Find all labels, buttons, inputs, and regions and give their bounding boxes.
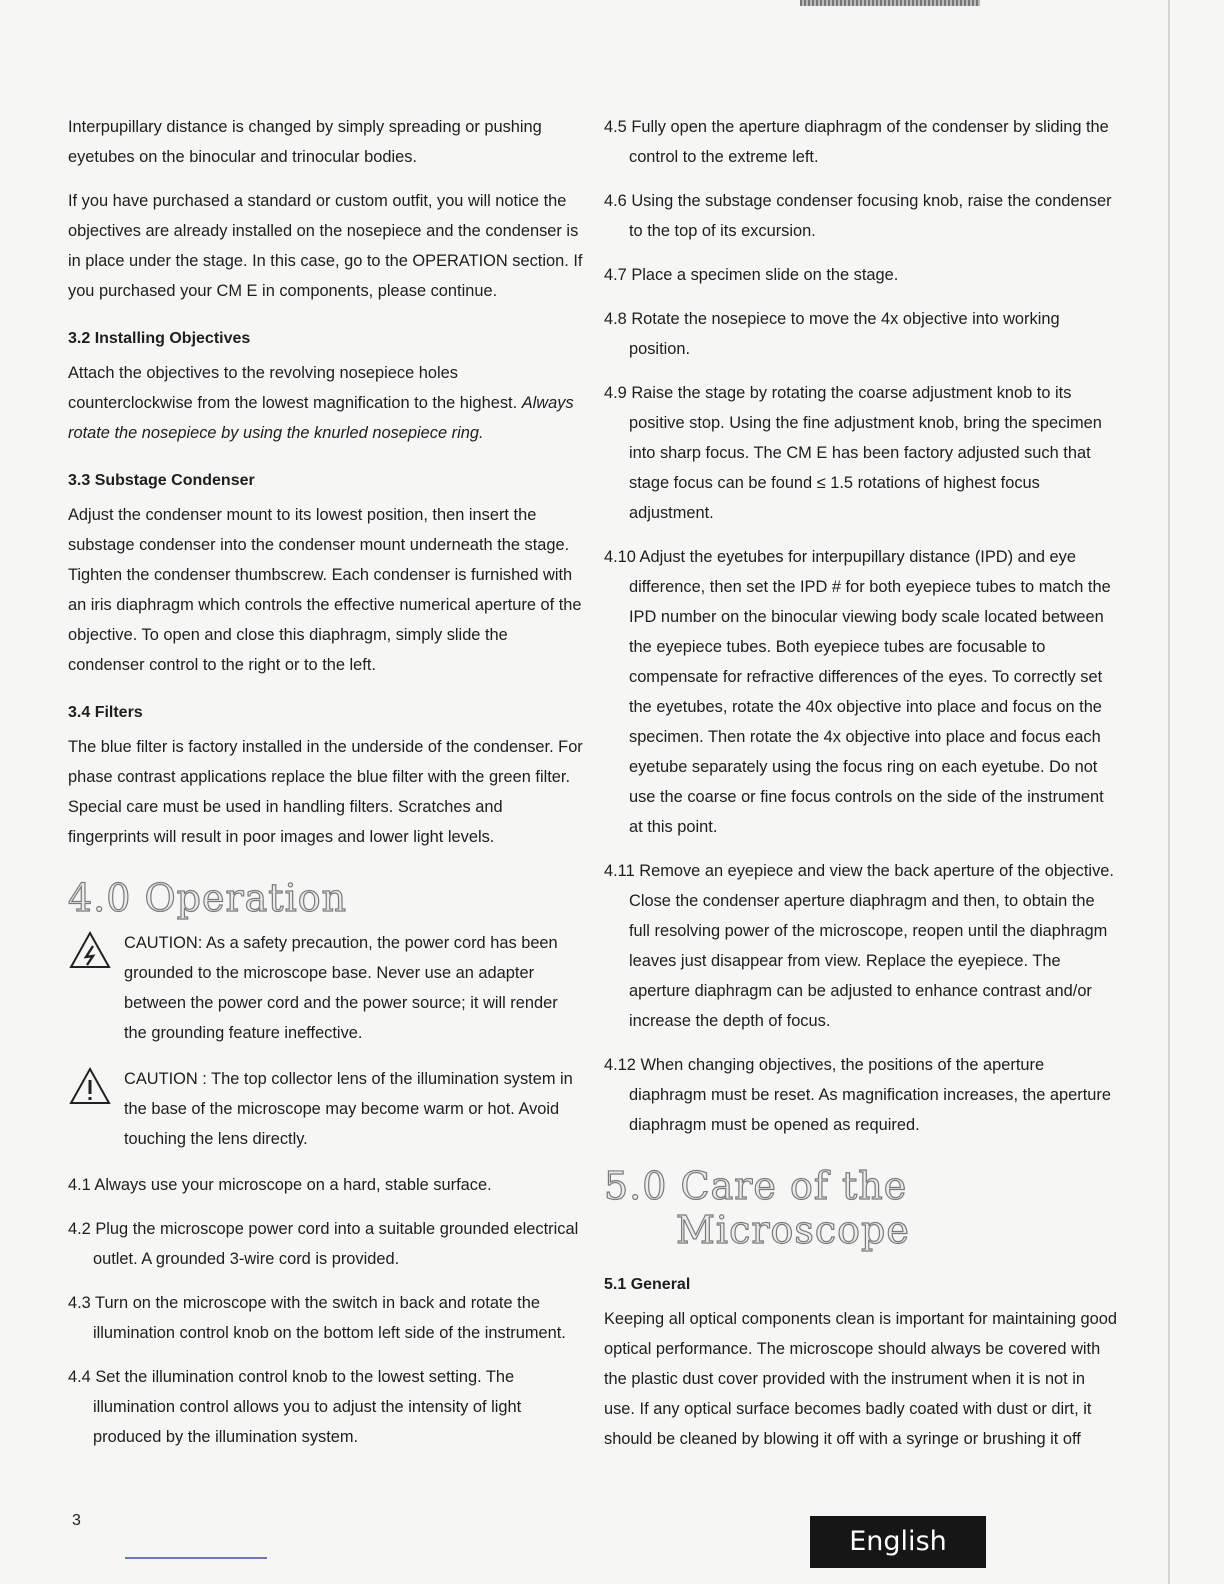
caution-power-cord <box>68 928 584 1048</box>
heading-installing-objectives: 3.2 Installing Objectives <box>68 330 251 347</box>
page-number: 3 <box>72 1512 81 1529</box>
section-title-care-line1: 5.0 Care of the <box>604 1164 908 1208</box>
right-column <box>604 112 1118 1468</box>
heading-general: 5.1 General <box>604 1276 691 1293</box>
step-4-3: 4.3 Turn on the microscope with the switch in back and rotate the illumination control knob on the bottom left side of the instrument. <box>68 1294 566 1342</box>
step-4-1: 4.1 Always use your microscope on a hard, stable surface. <box>68 1176 492 1194</box>
electrical-warning-icon <box>68 930 112 970</box>
step-4-6: 4.6 Using the substage condenser focusing knob, raise the condenser to the top of its excursion. <box>604 192 1112 240</box>
caution-power-cord-text: CAUTION: As a safety precaution, the power cord has been grounded to the microscope base. Never use an adapter between the power cord and the power source; it will render the grounding feature ineffective. <box>124 934 558 1042</box>
step-4-2: 4.2 Plug the microscope power cord into a suitable grounded electrical outlet. A grounded 3-wire cord is provided. <box>68 1220 579 1268</box>
step-4-11: 4.11 Remove an eyepiece and view the back aperture of the objective. Close the condenser aperture diaphragm and then, to obtain the full resolving power of the microscope, reopen until the diaphragm leaves just disappear from view. Replace the eyepiece. The aperture diaphragm can be adjusted to enhance contrast and/or increase the depth of focus. <box>604 862 1114 1030</box>
paragraph-substage-condenser: Adjust the condenser mount to its lowest position, then insert the substage condenser into the condenser mount underneath the stage. Tighten the condenser thumbscrew. Each condenser is furnished with an iris diaphragm which controls the effective numerical aperture of the objective. To open and close this diaphragm, simply slide the condenser control to the right or to the left. <box>68 506 582 674</box>
paragraph-outfit: If you have purchased a standard or custom outfit, you will notice the objectives are already installed on the nosepiece and the condenser is in place under the stage. In this case, go to the OPERATION section. If you purchased your CM E in components, please continue. <box>68 192 583 300</box>
section-title-operation: 4.0 Operation <box>68 876 348 920</box>
heading-filters: 3.4 Filters <box>68 704 143 721</box>
paragraph-general: Keeping all optical components clean is important for maintaining good optical performance. The microscope should always be covered with the plastic dust cover provided with the instrument when it is not in use. If any optical surface becomes badly coated with dust or dirt, it should be cleaned by blowing it off with a syringe or brushing it off <box>604 1310 1117 1448</box>
paragraph-installing-objectives <box>68 358 584 448</box>
page-edge <box>1168 0 1170 1584</box>
step-4-7: 4.7 Place a specimen slide on the stage. <box>604 266 899 284</box>
warning-exclamation-icon <box>68 1066 112 1106</box>
paragraph-filters: The blue filter is factory installed in the underside of the condenser. For phase contrast applications replace the blue filter with the green filter. Special care must be used in handling filters. Scratches and fingerprints will result in poor images and lower light levels. <box>68 738 583 846</box>
step-4-5: 4.5 Fully open the aperture diaphragm of the condenser by sliding the control to the extreme left. <box>604 118 1109 166</box>
caution-hot-lens-text: CAUTION : The top collector lens of the illumination system in the base of the microscope may become warm or hot. Avoid touching the lens directly. <box>124 1070 573 1148</box>
step-4-12: 4.12 When changing objectives, the positions of the aperture diaphragm must be reset. As magnification increases, the aperture diaphragm must be opened as required. <box>604 1056 1111 1134</box>
left-column <box>68 112 584 1466</box>
caution-hot-lens <box>68 1064 584 1154</box>
installing-objectives-text: Attach the objectives to the revolving nosepiece holes counterclockwise from the lowest magnification to the highest. <box>68 364 518 412</box>
paragraph-ipd: Interpupillary distance is changed by simply spreading or pushing eyetubes on the binocular and trinocular bodies. <box>68 118 542 166</box>
installing-objectives-note: Always rotate the nosepiece by using the knurled nosepiece ring. <box>68 394 574 442</box>
heading-substage-condenser: 3.3 Substage Condenser <box>68 472 255 489</box>
step-4-9: 4.9 Raise the stage by rotating the coarse adjustment knob to its positive stop. Using the fine adjustment knob, bring the specimen into sharp focus. The CM E has been factory adjusted such that stage focus can be found ≤ 1.5 rotations of highest focus adjustment. <box>604 384 1102 522</box>
step-4-10: 4.10 Adjust the eyetubes for interpupillary distance (IPD) and eye difference, then set the IPD # for both eyepiece tubes to match the IPD number on the binocular viewing body scale located between the eyepiece tubes. Both eyepiece tubes are focusable to compensate for refractive differences of the eyes. To correctly set the eyetubes, rotate the 40x objective into place and focus on the specimen. Then rotate the 4x objective into place and focus each eyetube separately using the focus ring on each eyetube. Do not use the coarse or fine focus controls on the side of the instrument at this point. <box>604 548 1111 836</box>
section-title-care-line2: Microscope <box>676 1208 910 1252</box>
scan-artifact-top <box>800 0 980 6</box>
step-4-8: 4.8 Rotate the nosepiece to move the 4x objective into working position. <box>604 310 1060 358</box>
section-title-care <box>604 1164 1118 1252</box>
language-tab: English <box>810 1516 986 1568</box>
step-4-4: 4.4 Set the illumination control knob to the lowest setting. The illumination control allows you to adjust the intensity of light produced by the illumination system. <box>68 1368 522 1446</box>
footer-rule <box>125 1557 267 1559</box>
